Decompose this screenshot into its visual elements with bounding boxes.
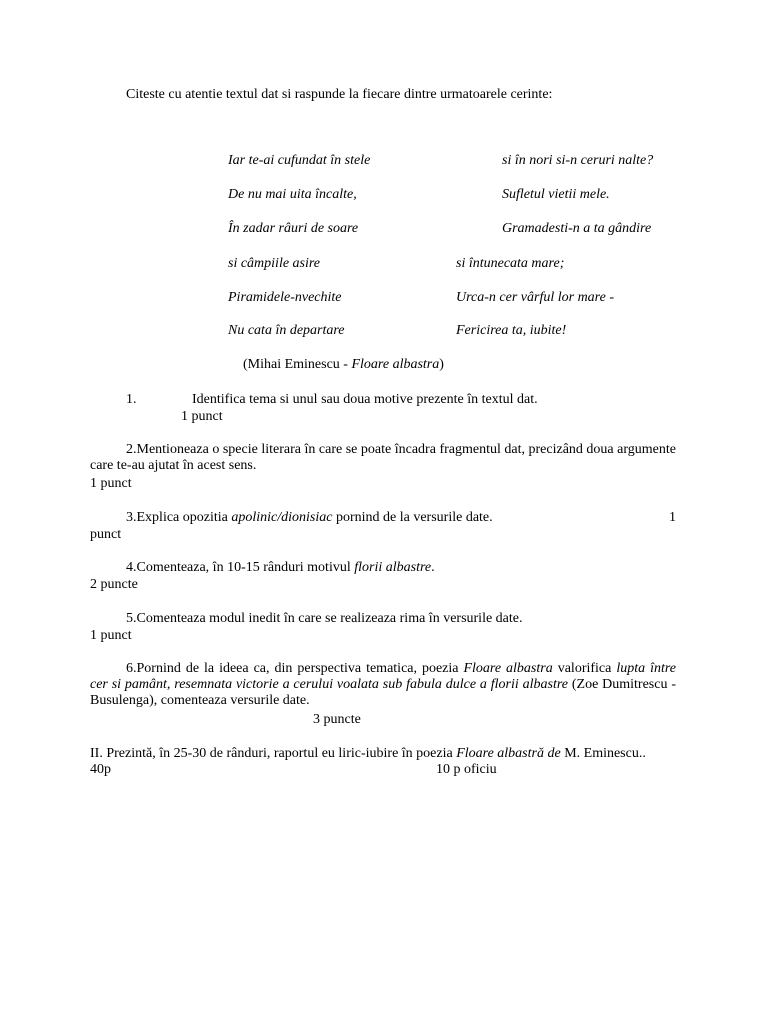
question-4-text: 4.Comenteaza, în 10-15 rânduri motivul florii albastre. <box>126 560 435 575</box>
question-3-points: 1 <box>669 510 676 525</box>
poem-verse-right: Fericirea ta, iubite! <box>456 323 567 338</box>
poem-verse-right: si în nori si-n ceruri nalte? <box>502 153 654 168</box>
poem-verse-left: Piramidele-nvechite <box>228 290 342 305</box>
poem-verse-left: De nu mai uita încalte, <box>228 187 357 202</box>
question-2-text: 2.Mentioneaza o specie literara în care se poate încadra fragmentul dat, precizând doua argumente care te-au ajutat în acest sens. <box>90 442 676 473</box>
instructions-text: Citeste cu atentie textul dat si raspunde la fiecare dintre urmatoarele cerinte: <box>126 87 553 102</box>
poem-title: Floare albastra <box>351 357 440 372</box>
poem-verse-right: Gramadesti-n a ta gândire <box>502 221 652 236</box>
question-1-number: 1. <box>126 392 137 407</box>
question-4-points: 2 puncte <box>90 577 138 592</box>
poem-verse-left: În zadar râuri de soare <box>228 221 359 236</box>
poem-verse-left: Nu cata în departare <box>228 323 345 338</box>
question-6-points: 3 puncte <box>313 712 361 727</box>
poem-verse-right: si întunecata mare; <box>456 256 565 271</box>
poem-verse-left: Iar te-ai cufundat în stele <box>228 153 371 168</box>
poem-verse-left: si câmpiile asire <box>228 256 321 271</box>
question-1-text: Identifica tema si unul sau doua motive prezente în textul dat. <box>192 392 538 407</box>
part-2-text: II. Prezintă, în 25-30 de rânduri, raportul eu liric-iubire în poezia Floare albastră de M. Eminescu.. <box>90 746 646 761</box>
question-3-text: 3.Explica opozitia apolinic/dionisiac pornind de la versurile date. <box>126 510 493 525</box>
question-1-points: 1 punct <box>181 409 223 424</box>
question-2-points: 1 punct <box>90 476 132 491</box>
poem-verse-right: Urca-n cer vârful lor mare - <box>456 290 614 305</box>
question-3-points-unit: punct <box>90 527 122 542</box>
question-6-text: 6.Pornind de la ideea ca, din perspectiva tematica, poezia Floare albastra valorifica lupta între cer si pamânt, resemnata victorie a cerului voalata sub fabula dulce a florii albastre (Zoe Dumitrescu - Busulenga), comenteaza versurile date. <box>90 661 677 708</box>
part-2-score: 40p <box>90 762 111 777</box>
poem-verse-right: Sufletul vietii mele. <box>502 187 610 202</box>
question-5-text: 5.Comenteaza modul inedit în care se realizeaza rima în versurile date. <box>126 611 523 626</box>
question-5-points: 1 punct <box>90 628 132 643</box>
part-2-oficiu: 10 p oficiu <box>436 762 497 777</box>
poem-attribution: (Mihai Eminescu - Floare albastra) <box>243 357 444 372</box>
